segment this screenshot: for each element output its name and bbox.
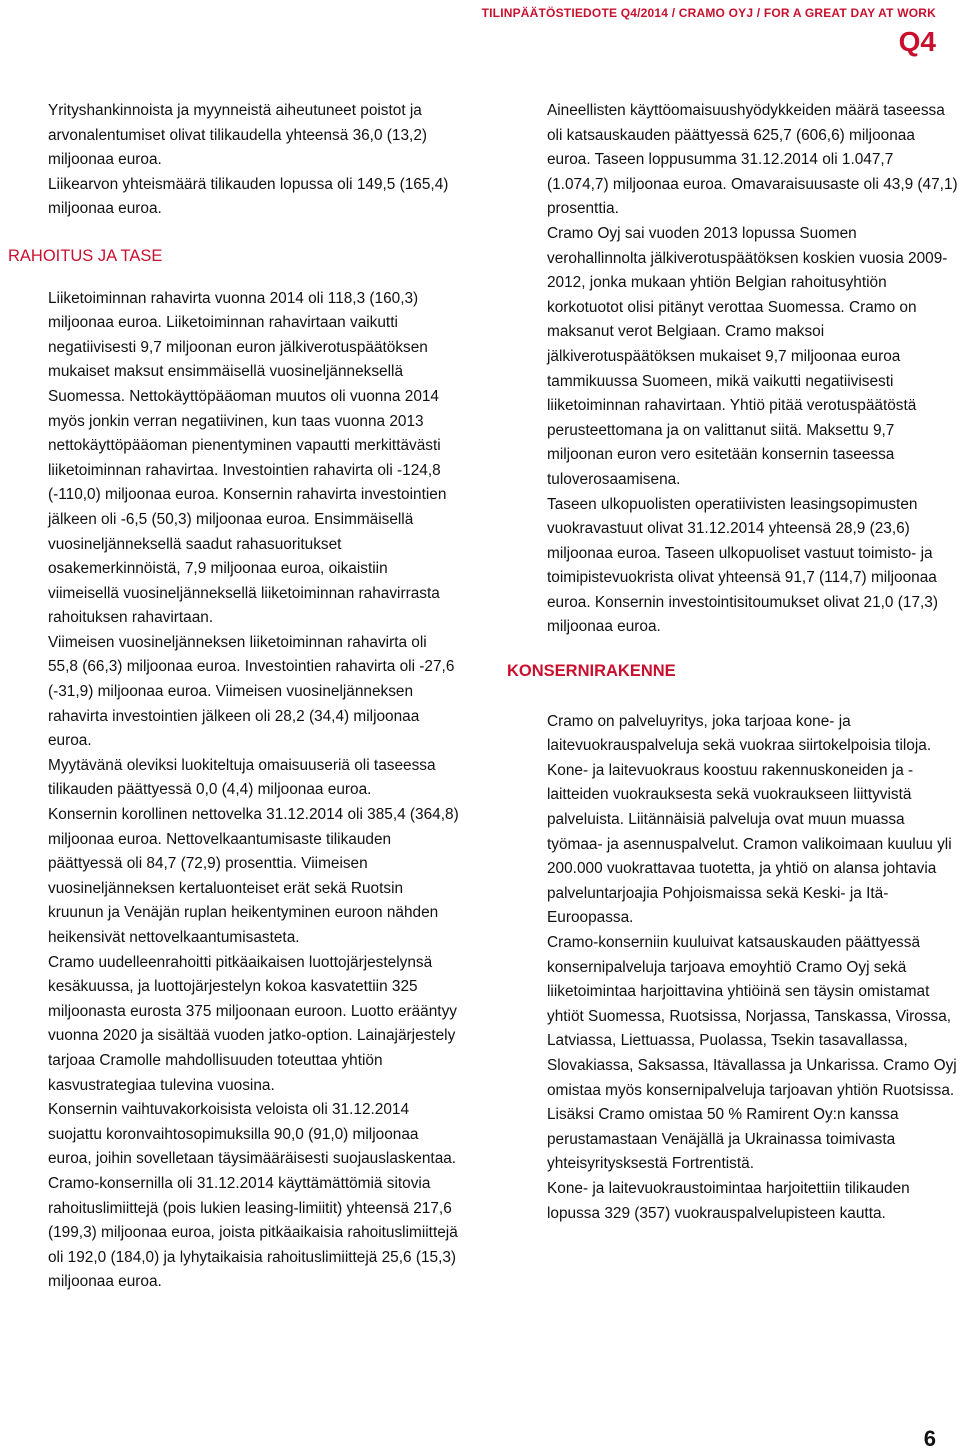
paragraph-leasing-commitments: Taseen ulkopuolisten operatiivisten leasingsopimusten vuokravastuut olivat 31.12.2014 yhteensä 28,9 (23,6) miljoonaa euroa. Taseen ulkopuoliset vastuut toimisto- ja toimipistevuokrista olivat yhteensä 91,7 (114,7) miljoonaa euroa. Konsernin investointisitoumukset olivat 21,0 (17,3) miljoonaa euroa.: [547, 495, 938, 636]
paragraph-refinancing: Cramo uudelleenrahoitti pitkäaikaisen luottojärjestelynsä kesäkuussa, ja luottojärjestelyn kokoa kasvatettiin 325 miljoonasta eurosta 375 miljoonaan euroon. Luotto erääntyy vuonna 2020 ja sisältää vuoden jatko-option. Lainajärjestely tarjoaa Cramolle mahdollisuuden toteuttaa yhtiön kasvustrategiaa tulevina vuosina.: [48, 953, 457, 1094]
paragraph-rental-outlets: Kone- ja laitevuokraustoimintaa harjoitettiin tilikauden lopussa 329 (357) vuokrauspalvelupisteen kautta.: [547, 1179, 910, 1222]
paragraph-interest-hedging: Konsernin vaihtuvakorkoisista veloista oli 31.12.2014 suojattu koronvaihtosopimuksilla 90,0 (91,0) miljoonaa euroa, joihin sovelletaan täysimääräisesti suojauslaskentaa. Cramo-konsernilla oli 31.12.2014 käyttämättömiä sitovia rahoituslimiittejä (pois lukien leasing-limiitit) yhteensä 217,6 (199,3) miljoonaa euroa, joista pitkäaikaisia rahoituslimiittejä oli 192,0 (184,0) ja lyhytaikaisia rahoituslimiittejä 25,6 (15,3) miljoonaa euroa.: [48, 1101, 458, 1291]
paragraph-assets-held-for-sale: Myytävänä oleviksi luokiteltuja omaisuuseriä oli taseessa tilikauden päättyessä 0,0 (4,4) miljoonaa euroa.: [48, 756, 436, 799]
paragraph-depreciation: Yrityshankinnoista ja myynneistä aiheutuneet poistot ja arvonalentumiset olivat tilikaudella yhteensä 36,0 (13,2) miljoonaa euroa.: [48, 102, 428, 169]
paragraph-goodwill: Liikearvon yhteismäärä tilikauden lopussa oli 149,5 (165,4) miljoonaa euroa.: [48, 175, 449, 218]
paragraph-group-companies: Cramo-konserniin kuuluivat katsauskauden päättyessä konsernipalveluja tarjoava emoyhtiö Cramo Oyj sekä liiketoimintaa harjoittavina yhtiöinä sen täysin omistamat yhtiöt Suomessa, Ruotsissa, Norjassa, Tanskassa, Virossa, Latviassa, Liettuassa, Puolassa, Tsekin tasavallassa, Slovakiassa, Saksassa, Itävallassa ja Unkarissa. Cramo Oyj omistaa myös konsernipalveluja tarjoavan yhtiön Ruotsissa.: [547, 934, 957, 1099]
paragraph-last-quarter-cash-flow: Viimeisen vuosineljänneksen liiketoiminnan rahavirta oli 55,8 (66,3) miljoonaa euroa. Investointien rahavirta oli -27,6 (-31,9) miljoonaa euroa. Viimeisen vuosineljänneksen rahavirta investointien jälkeen oli 28,2 (34,4) miljoonaa euroa.: [48, 633, 455, 750]
paragraph-cash-flow: Liiketoiminnan rahavirta vuonna 2014 oli 118,3 (160,3) miljoonaa euroa. Liiketoiminnan rahavirtaan vaikutti negatiivisesti 9,7 miljoonan euron jälkiverotuspäätöksen mukaiset maksut ensimmäisellä vuosineljänneksellä Suomessa. Nettokäyttöpääoman muutos oli vuonna 2014 myös jonkin verran negatiivinen, kun taas vuonna 2013 nettokäyttöpääoman pienentyminen vapautti merkittävästi liiketoiminnan rahavirtaa. Investointien rahavirta oli -124,8 (-110,0) miljoonaa euroa. Konsernin rahavirta investointien jälkeen oli -6,5 (50,3) miljoonaa euroa. Ensimmäisellä vuosineljänneksellä saadut rahasuoritukset osakemerkinnöistä, 7,9 miljoonaa euroa, oikaistiin viimeisellä vuosineljänneksellä liiketoiminnan rahavirrasta rahoituksen rahavirtaan.: [48, 289, 447, 627]
right-column: [507, 99, 959, 1226]
document-header-title: TILINPÄÄTÖSTIEDOTE Q4/2014 / CRAMO OYJ / FOR A GREAT DAY AT WORK: [481, 6, 936, 20]
page-number: 6: [923, 1426, 936, 1451]
left-column: [8, 99, 460, 1295]
paragraph-tax-decision: Cramo Oyj sai vuoden 2013 lopussa Suomen verohallinnolta jälkiverotuspäätöksen koskien vuosia 2009-2012, jonka mukaan yhtiön Belgian rahoitusyhtiön korkotuotot olisi pitänyt verottaa Suomessa. Cramo on maksanut verot Belgiaan. Cramo maksoi jälkiverotuspäätöksen mukaiset 9,7 miljoonaa euroa tammikuussa Suomeen, mikä vaikutti negatiivisesti liiketoiminnan rahavirtaan. Yhtiö pitää verotuspäätöstä perusteettomana ja on valittanut siitä. Maksettu 9,7 miljoonan euron vero esitetään konsernin taseessa tuloverosaamisena.: [547, 224, 948, 488]
paragraph-company-description: Cramo on palveluyritys, joka tarjoaa kone- ja laitevuokrauspalveluja sekä vuokraa siirtokelpoisia tiloja. Kone- ja laitevuokraus koostuu rakennuskoneiden ja -laitteiden vuokrauksesta sekä vuokraukseen liittyvistä palveluista. Liitännäisiä palveluja ovat muun muassa työmaa- ja asennuspalvelut. Cramon valikoimaan kuuluu yli 200.000 vuokrattavaa tuotetta, ja yhtiö on alansa johtavia palveluntarjoajia Pohjoismaissa sekä Keski- ja Itä-Euroopassa.: [547, 712, 952, 927]
quarter-label: Q4: [898, 26, 936, 57]
section-heading-financing: RAHOITUS JA TASE: [8, 246, 163, 265]
paragraph-net-debt: Konsernin korollinen nettovelka 31.12.2014 oli 385,4 (364,8) miljoonaa euroa. Nettovelkaantumisaste tilikauden päättyessä oli 84,7 (72,9) prosenttia. Viimeisen vuosineljänneksen kertaluonteiset erät sekä Ruotsin kruunun ja Venäjän ruplan heikentyminen euroon nähden heikensivät nettovelkaantumisasteta.: [48, 806, 459, 946]
section-heading-group-structure: KONSERNIRAKENNE: [507, 662, 676, 681]
paragraph-joint-venture: Lisäksi Cramo omistaa 50 % Ramirent Oy:n kanssa perustamastaan Venäjällä ja Ukrainassa toimivasta yhteisyritysksestä Fortrentistä.: [547, 1106, 899, 1173]
paragraph-tangible-assets: Aineellisten käyttöomaisuushyödykkeiden määrä taseessa oli katsauskauden päättyessä 625,7 (606,6) miljoonaa euroa. Taseen loppusumma 31.12.2014 oli 1.047,7 (1.074,7) miljoonaa euroa. Omavaraisuusaste oli 43,9 (47,1) prosenttia.: [547, 102, 958, 218]
